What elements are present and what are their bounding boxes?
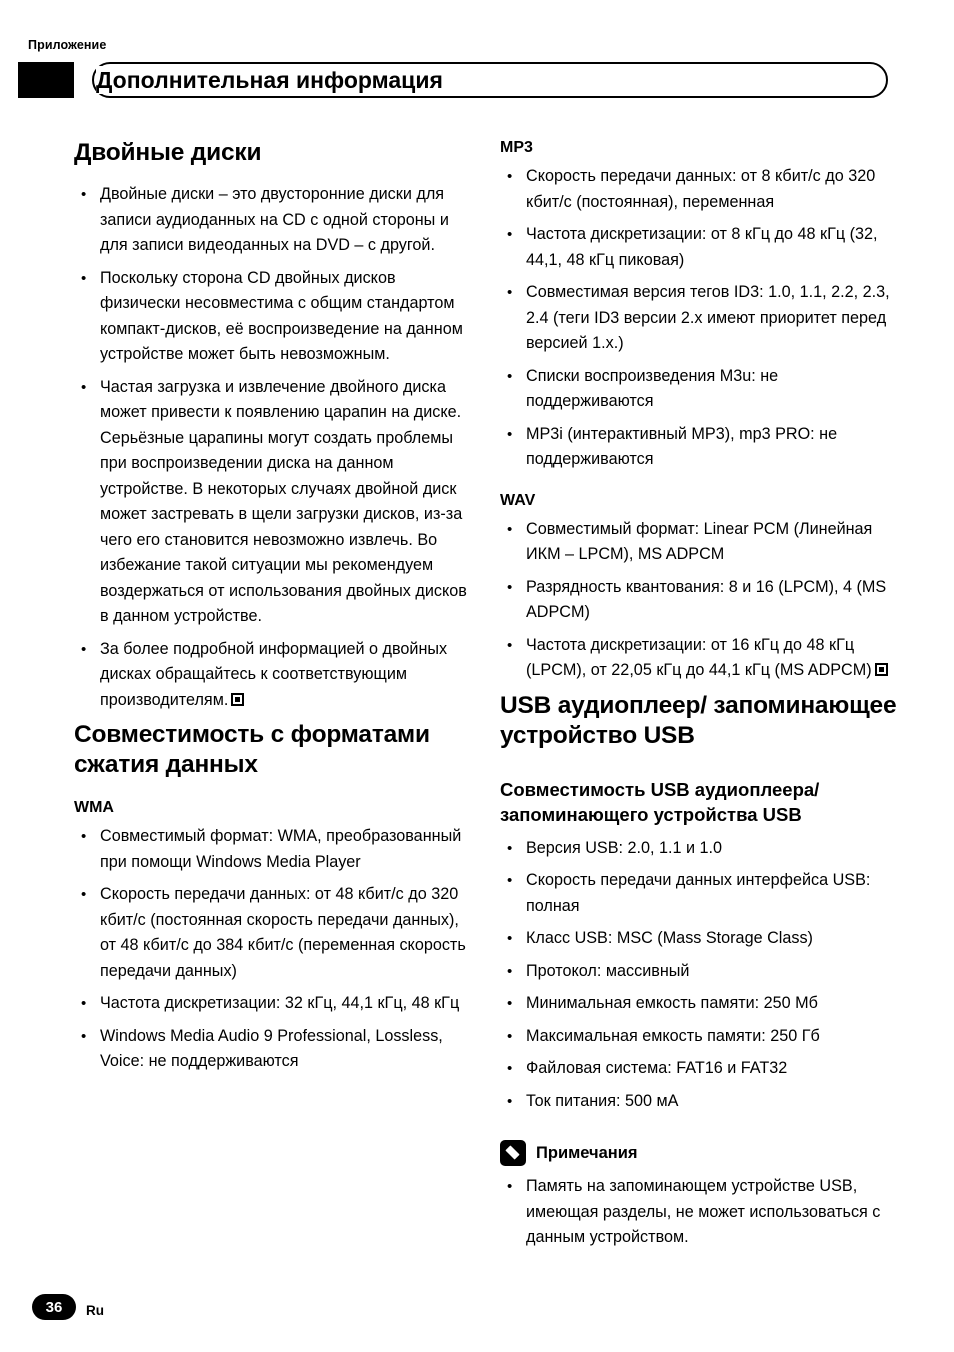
list-item: • Частота дискретизации: от 8 кГц до 48 кГц (32, 44,1, 48 кГц пиковая) [500, 222, 900, 273]
list-item-text: За более подробной информацией о двойных дисках обращайтесь к соответствующим производителям. [100, 639, 448, 709]
list-item: • Поскольку сторона CD двойных дисков физически несовместима с общим стандартом компакт-дисков, её воспроизведение на данном устройстве может быть невозможным. [74, 266, 469, 368]
list-item: • Совместимый формат: WMA, преобразованный при помощи Windows Media Player [74, 824, 469, 875]
cross-reference-square-icon [875, 663, 888, 676]
wav-list [500, 517, 900, 684]
header-tab-marker [18, 62, 74, 98]
right-column [500, 138, 900, 1258]
notes-header [500, 1140, 900, 1166]
section-heading-compression-compat: Совместимость с форматами сжатия данных [74, 721, 430, 778]
left-column [74, 138, 469, 1082]
list-item [500, 633, 900, 684]
pencil-note-icon [500, 1140, 526, 1166]
list-item: • Совместимая версия тегов ID3: 1.0, 1.1, 2.2, 2.3, 2.4 (теги ID3 версии 2.x имеют приоритет перед версией 1.x.) [500, 280, 900, 357]
section-heading-dual-discs: Двойные диски [74, 139, 262, 166]
cross-reference-square-icon [231, 693, 244, 706]
notes-list [500, 1174, 900, 1251]
list-item: • Совместимый формат: Linear PCM (Линейная ИКМ – LPCM), MS ADPCM [500, 517, 900, 568]
list-item: • Скорость передачи данных интерфейса USB: полная [500, 868, 900, 919]
subsection-heading-wav: WAV [500, 491, 536, 509]
subsection-heading-usb-compat: Совместимость USB аудиоплеера/ запоминающего устройства USB [500, 778, 820, 825]
appendix-label: Приложение [28, 38, 107, 52]
list-item: • Частота дискретизации: 32 кГц, 44,1 кГц, 48 кГц [74, 991, 469, 1017]
list-item: • Максимальная емкость памяти: 250 Гб [500, 1024, 900, 1050]
list-item: • Списки воспроизведения M3u: не поддерживаются [500, 364, 900, 415]
wma-list [74, 824, 469, 1075]
notes-title: Примечания [536, 1143, 638, 1162]
subsection-heading-wma: WMA [74, 799, 114, 816]
list-item: • Минимальная емкость памяти: 250 Мб [500, 991, 900, 1017]
list-item: • Протокол: массивный [500, 959, 900, 985]
list-item: • Версия USB: 2.0, 1.1 и 1.0 [500, 836, 900, 862]
list-item-text: Частота дискретизации: от 16 кГц до 48 кГц (LPCM), от 22,05 кГц до 44,1 кГц (MS ADPCM) [526, 635, 872, 679]
list-item: • Двойные диски – это двусторонние диски для записи аудиоданных на CD с одной стороны и для записи видеоданных на DVD – с другой. [74, 182, 469, 259]
usb-list [500, 836, 900, 1115]
list-item: • Память на запоминающем устройстве USB, имеющая разделы, не может использоваться с данным устройством. [500, 1174, 900, 1251]
subsection-heading-mp3: MP3 [500, 139, 533, 156]
page-title: Дополнительная информация [96, 66, 451, 94]
list-item: • Файловая система: FAT16 и FAT32 [500, 1056, 900, 1082]
list-item: • Скорость передачи данных: от 8 кбит/с до 320 кбит/с (постоянная), переменная [500, 164, 900, 215]
list-item: • Windows Media Audio 9 Professional, Lossless, Voice: не поддерживаются [74, 1024, 469, 1075]
list-item: • MP3i (интерактивный MP3), mp3 PRO: не поддерживаются [500, 422, 900, 473]
mp3-list [500, 164, 900, 473]
list-item: • Разрядность квантования: 8 и 16 (LPCM), 4 (MS ADPCM) [500, 575, 900, 626]
list-item: • Частая загрузка и извлечение двойного диска может привести к появлению царапин на диске. Серьёзные царапины могут создать проблемы при воспроизведении диска на данном устройстве. В некоторых случаях двойной диск может застревать в щели загрузки дисков, из-за чего его становится невозможно извлечь. Во избежание такой ситуации мы рекомендуем воздержаться от использования двойных дисков в данном устройстве. [74, 375, 469, 630]
list-item [74, 637, 469, 714]
section-heading-usb: USB аудиоплеер/ запоминающее устройство USB [500, 691, 897, 749]
list-item: • Класс USB: MSC (Mass Storage Class) [500, 926, 900, 952]
language-code: Ru [86, 1303, 104, 1318]
page-number-badge: 36 [32, 1294, 76, 1320]
list-item: • Ток питания: 500 мА [500, 1089, 900, 1115]
list-item: • Скорость передачи данных: от 48 кбит/с до 320 кбит/с (постоянная скорость передачи данных), от 48 кбит/с до 384 кбит/с (переменная скорость передачи данных) [74, 882, 469, 984]
dual-discs-list [74, 182, 469, 713]
